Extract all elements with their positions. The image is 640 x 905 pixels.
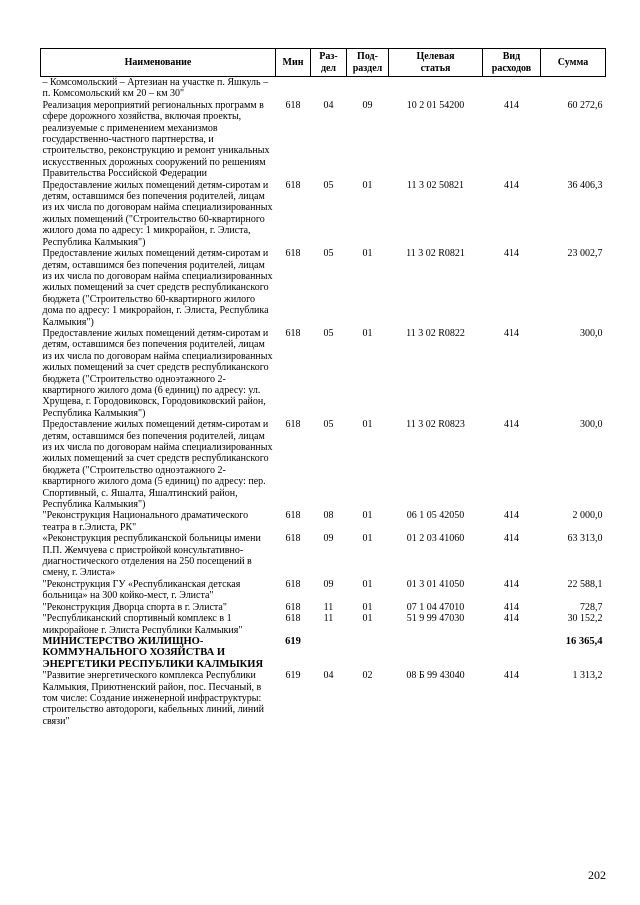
row-vid: 414 xyxy=(504,601,519,613)
table-row xyxy=(41,328,606,419)
header-vid: Вид расходов xyxy=(483,49,541,77)
row-razdel: 11 xyxy=(323,613,334,625)
row-sum: 2 000,0 xyxy=(572,510,603,522)
row-name: Предоставление жилых помещений детям-сиротам и детям, оставшимся без попечения родителей, лицам из их числа по договорам найма специализированных жилых помещений за счет средств республиканского бюджета ("Строительство одноэтажного 2-квартирного жилого дома (5 единиц) по адресу: пер. Спортивный, с. Яшалта, Яшалтинский район, Республика Калмыкия") xyxy=(42,419,273,511)
row-article: 07 1 04 47010 xyxy=(406,601,465,613)
row-min: 618 xyxy=(285,510,301,522)
row-name: "Развитие энергетического комплекса Республики Калмыкия, Приютненский район, пос. Песчаный, в том числе: Создание инженерной инфраструктуры: строительство автодороги, кабельных линий, линий связи" xyxy=(42,670,264,727)
row-vid: 414 xyxy=(504,533,519,545)
table-row xyxy=(41,77,606,100)
row-sum xyxy=(541,77,606,100)
row-sum: 22 588,1 xyxy=(567,578,603,590)
row-article: 01 3 01 41050 xyxy=(406,578,465,590)
row-podrazdel: 09 xyxy=(362,99,373,111)
row-vid: 414 xyxy=(504,99,519,111)
row-podrazdel xyxy=(347,636,389,670)
row-article: 11 3 02 50821 xyxy=(406,179,465,191)
row-podrazdel: 01 xyxy=(362,327,373,339)
table-row xyxy=(41,419,606,510)
row-sum: 300,0 xyxy=(580,419,603,431)
header-sum: Сумма xyxy=(541,49,606,77)
row-article xyxy=(389,77,483,100)
header-min: Мин xyxy=(276,49,311,77)
table-row xyxy=(41,613,606,636)
row-vid xyxy=(483,636,541,670)
row-razdel: 05 xyxy=(323,419,334,431)
row-name: "Реконструкция Национального драматического театра в г.Элиста, РК" xyxy=(42,510,249,533)
row-min: 618 xyxy=(285,601,301,613)
row-podrazdel: 01 xyxy=(362,601,373,613)
row-vid: 414 xyxy=(504,419,519,431)
row-podrazdel: 01 xyxy=(362,533,373,545)
row-name: "Реконструкция ГУ «Республиканская детская больница» на 300 койко-мест, г. Элиста" xyxy=(42,578,241,602)
row-name: Предоставление жилых помещений детям-сиротам и детям, оставшимся без попечения родителей, лицам из их числа по договорам найма специализированных жилых помещений ("Строительство 60-квартирного жилого дома по адресу: 1 микрорайон, г. Элиста, Республика Калмыкия") xyxy=(42,179,273,248)
row-razdel: 04 xyxy=(323,99,334,111)
row-article: 01 2 03 41060 xyxy=(406,533,465,545)
table-row xyxy=(41,602,606,613)
row-article: 11 3 02 R0823 xyxy=(406,419,465,431)
row-min: 618 xyxy=(285,578,301,590)
row-vid: 414 xyxy=(504,510,519,522)
row-min: 619 xyxy=(285,635,301,647)
header-article: Целевая статья xyxy=(389,49,483,77)
row-razdel: 09 xyxy=(323,533,334,545)
row-vid: 414 xyxy=(504,327,519,339)
row-vid: 414 xyxy=(504,670,519,682)
row-podrazdel: 01 xyxy=(362,248,373,260)
row-name: – Комсомольский – Артезиан на участке п. Яшкуль – п. Комсомольский км 20 – км 30" xyxy=(42,77,269,100)
row-article: 11 3 02 R0822 xyxy=(406,327,465,339)
row-podrazdel xyxy=(347,77,389,100)
row-vid xyxy=(483,77,541,100)
row-razdel xyxy=(311,636,347,670)
row-sum: 16 365,4 xyxy=(565,635,603,647)
row-vid: 414 xyxy=(504,613,519,625)
header-razdel: Раз- дел xyxy=(311,49,347,77)
row-min: 618 xyxy=(285,613,301,625)
row-min: 618 xyxy=(285,533,301,545)
page-number: 202 xyxy=(588,868,606,882)
row-name: МИНИСТЕРСТВО ЖИЛИЩНО-КОММУНАЛЬНОГО ХОЗЯЙСТВА И ЭНЕРГЕТИКИ РЕСПУБЛИКИ КАЛМЫКИЯ xyxy=(42,635,264,670)
row-article: 06 1 05 42050 xyxy=(406,510,465,522)
row-sum: 36 406,3 xyxy=(567,179,603,191)
row-article: 11 3 02 R0821 xyxy=(406,248,465,260)
row-vid: 414 xyxy=(504,179,519,191)
row-razdel: 04 xyxy=(323,670,334,682)
row-sum: 63 313,0 xyxy=(567,533,603,545)
row-razdel xyxy=(311,77,347,100)
row-min: 618 xyxy=(285,248,301,260)
row-podrazdel: 01 xyxy=(362,419,373,431)
row-article: 51 9 99 47030 xyxy=(406,613,465,625)
row-sum: 728,7 xyxy=(580,601,603,613)
table-row xyxy=(41,180,606,248)
table-header xyxy=(41,49,606,77)
budget-table xyxy=(40,48,606,727)
row-razdel: 05 xyxy=(323,248,334,260)
row-min: 618 xyxy=(285,419,301,431)
row-min: 619 xyxy=(285,670,301,682)
row-razdel: 05 xyxy=(323,327,334,339)
row-sum: 30 152,2 xyxy=(567,613,603,625)
table-row xyxy=(41,533,606,579)
row-name: "Республиканский спортивный комплекс в 1 микрорайоне г. Элиста Республики Калмыкия" xyxy=(42,613,243,636)
row-podrazdel: 01 xyxy=(362,179,373,191)
table-row xyxy=(41,636,606,670)
table-body xyxy=(41,77,606,728)
table-row xyxy=(41,100,606,180)
row-article: 08 Б 99 43040 xyxy=(406,670,465,682)
row-min: 618 xyxy=(285,179,301,191)
document-page xyxy=(40,48,605,727)
row-name: «Реконструкция республиканской больницы имени П.П. Жемчуева с пристройкой консультативно-диагностического отделения на 250 посещений в смену, г. Элиста» xyxy=(42,533,261,579)
row-name: Предоставление жилых помещений детям-сиротам и детям, оставшимся без попечения родителей, лицам из их числа по договорам найма специализированных жилых помещений за счет средств республиканского бюджета ("Строительство 60-квартирного жилого дома по адресу: 1 микрорайон, г. Элиста, Республика Калмыкия") xyxy=(42,248,273,328)
row-podrazdel: 01 xyxy=(362,613,373,625)
row-name: Предоставление жилых помещений детям-сиротам и детям, оставшимся без попечения родителей, лицам из их числа по договорам найма специализированных жилых помещений за счет средств республиканского бюджета ("Строительство одноэтажного 2-квартирного жилого дома (6 единиц) по адресу: ул. Хрущева, г. Городовиковск, Городовиковский район, Республика Калмыкия") xyxy=(42,327,273,419)
row-podrazdel: 02 xyxy=(362,670,373,682)
row-sum: 60 272,6 xyxy=(567,99,603,111)
row-razdel: 11 xyxy=(323,601,334,613)
table-row xyxy=(41,248,606,328)
row-vid: 414 xyxy=(504,578,519,590)
table-row xyxy=(41,670,606,727)
row-vid: 414 xyxy=(504,248,519,260)
header-podrazdel: Под- раздел xyxy=(347,49,389,77)
row-razdel: 05 xyxy=(323,179,334,191)
table-row xyxy=(41,510,606,533)
row-article: 10 2 01 54200 xyxy=(406,99,465,111)
row-name: "Реконструкция Дворца спорта в г. Элиста" xyxy=(42,601,227,613)
row-podrazdel: 01 xyxy=(362,510,373,522)
table-row xyxy=(41,579,606,602)
row-article xyxy=(389,636,483,670)
row-razdel: 09 xyxy=(323,578,334,590)
row-razdel: 08 xyxy=(323,510,334,522)
row-sum: 23 002,7 xyxy=(567,248,603,260)
header-name: Наименование xyxy=(41,49,276,77)
row-sum: 300,0 xyxy=(580,327,603,339)
row-name: Реализация мероприятий региональных программ в сфере дорожного хозяйства, включая проекты, реализуемые с применением механизмов государственно-частного партнерства, и строительство, реконструкцию и ремонт уникальных искусственных дорожных сооружений по решениям Правительства Российской Федерации xyxy=(42,99,270,180)
row-min xyxy=(276,77,311,100)
row-min: 618 xyxy=(285,99,301,111)
row-min: 618 xyxy=(285,327,301,339)
row-podrazdel: 01 xyxy=(362,578,373,590)
row-sum: 1 313,2 xyxy=(572,670,603,682)
